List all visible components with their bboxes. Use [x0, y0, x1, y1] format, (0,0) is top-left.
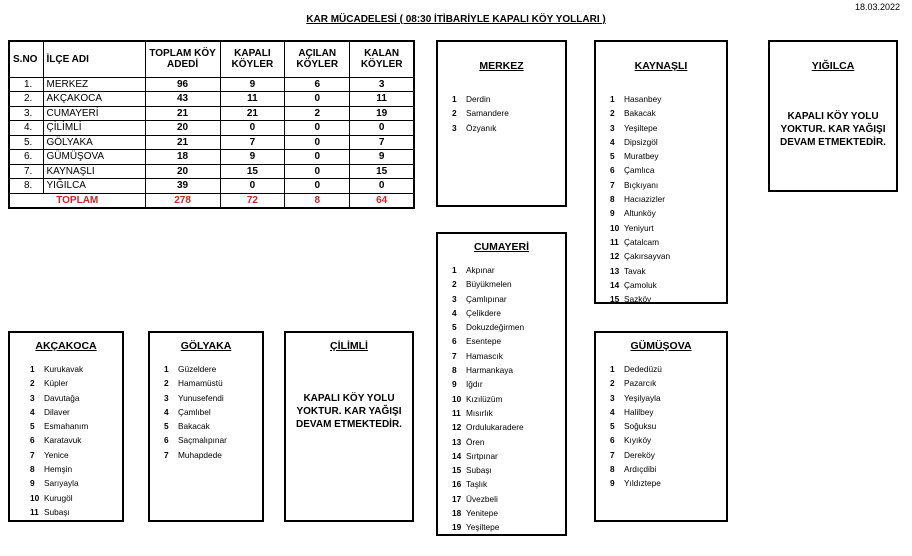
- list-item-number: 7: [610, 449, 615, 460]
- list-item: [452, 435, 565, 449]
- list-item: [164, 405, 262, 419]
- list-item: [610, 433, 726, 447]
- list-item-label: Dokuzdeğirmen: [466, 322, 525, 333]
- summary-header-row: [9, 41, 414, 77]
- list-item-label: Güzeldere: [178, 364, 217, 374]
- list-item-label: Dededüzü: [624, 364, 662, 374]
- list-item-number: 5: [164, 421, 169, 432]
- list-item-number: 6: [30, 435, 35, 446]
- list-item-number: 2: [30, 378, 35, 389]
- list-item-number: 5: [610, 151, 615, 162]
- cell-toplam: 39: [145, 179, 220, 194]
- list-item-label: Ören: [466, 436, 485, 447]
- list-item-number: 5: [452, 322, 457, 333]
- list-item-label: Muhapdede: [178, 449, 222, 460]
- list-item: [610, 278, 726, 292]
- box-title: MERKEZ: [479, 60, 524, 72]
- list-item: [30, 505, 122, 519]
- list-item: [610, 92, 726, 106]
- list-item-label: Hacıazizler: [624, 194, 666, 205]
- list-item-label: Samandere: [466, 108, 509, 119]
- box-title: KAYNAŞLI: [634, 60, 688, 72]
- list-item-number: 14: [452, 450, 462, 461]
- cell-kapali: 0: [220, 121, 284, 136]
- list-item: [452, 106, 565, 120]
- list-item-label: Subaşı: [44, 506, 70, 517]
- list-item-label: Büyükmelen: [466, 279, 512, 290]
- cell-kalan: 9: [350, 150, 414, 165]
- table-row: [9, 164, 414, 179]
- list-item: [610, 419, 726, 433]
- list-item-label: Çamlıca: [624, 165, 655, 176]
- list-item: [452, 320, 565, 334]
- header-ilce: İLÇE ADI: [43, 41, 145, 77]
- list-item: [30, 433, 122, 447]
- list-item-label: Bakacak: [178, 421, 210, 432]
- box-title: AKÇAKOCA: [35, 340, 97, 352]
- total-label: TOPLAM: [9, 193, 145, 208]
- cell-kapali: 7: [220, 135, 284, 150]
- list-item-label: Ardıçdibi: [624, 464, 657, 475]
- list-item: [452, 506, 565, 520]
- list-item-label: Yenice: [44, 449, 69, 460]
- cell-toplam: 18: [145, 150, 220, 165]
- list-item-label: Derdin: [466, 94, 491, 104]
- cell-acilan: 0: [285, 135, 350, 150]
- list-item-number: 16: [452, 479, 462, 490]
- list-item: [610, 292, 726, 306]
- list-item-number: 2: [610, 108, 615, 119]
- list-item: [452, 477, 565, 491]
- list-item: [610, 376, 726, 390]
- list-item-label: Yeşilyayla: [624, 392, 661, 403]
- cell-ilce: ÇİLİMLİ: [43, 121, 145, 136]
- list-item: [452, 349, 565, 363]
- list-item-label: Muratbey: [624, 151, 659, 162]
- cell-acilan: 0: [285, 179, 350, 194]
- list-item: [610, 221, 726, 235]
- list-item: [164, 448, 262, 462]
- total-toplam: 278: [145, 193, 220, 208]
- header-sno: S.NO: [9, 41, 43, 77]
- village-list: [596, 362, 726, 491]
- box-golyaka: [148, 331, 264, 522]
- box-title: CUMAYERİ: [473, 241, 530, 253]
- cell-toplam: 20: [145, 121, 220, 136]
- box-cilimli: [284, 331, 414, 522]
- list-item: [610, 106, 726, 120]
- list-item-number: 4: [452, 307, 457, 318]
- list-item-number: 13: [610, 265, 620, 276]
- cell-acilan: 0: [285, 150, 350, 165]
- list-item: [452, 392, 565, 406]
- table-row: [9, 106, 414, 121]
- cell-ilce: GÖLYAKA: [43, 135, 145, 150]
- list-item-number: 3: [610, 122, 615, 133]
- list-item-number: 3: [30, 392, 35, 403]
- list-item-number: 13: [452, 436, 462, 447]
- list-item-number: 15: [452, 465, 462, 476]
- list-item-label: Bakacak: [624, 108, 656, 119]
- list-item-number: 1: [164, 364, 169, 374]
- box-akcakoca: [8, 331, 124, 522]
- list-item-label: Esmahanım: [44, 421, 89, 432]
- list-item-label: Çamlıpınar: [466, 293, 507, 304]
- list-item: [452, 292, 565, 306]
- header-acilan: AÇILAN KÖYLER: [285, 41, 350, 77]
- list-item: [452, 406, 565, 420]
- list-item: [452, 420, 565, 434]
- list-item-number: 11: [452, 407, 461, 418]
- list-item-number: 11: [30, 506, 39, 517]
- list-item: [452, 277, 565, 291]
- list-item: [30, 419, 122, 433]
- list-item-number: 2: [164, 378, 169, 389]
- list-item-label: Taşlık: [466, 479, 488, 490]
- table-row: [9, 77, 414, 92]
- list-item-label: Karatavuk: [44, 435, 82, 446]
- list-item-number: 9: [30, 478, 35, 489]
- list-item: [610, 121, 726, 135]
- list-item-label: Saçmalıpınar: [178, 435, 227, 446]
- list-item-label: Yunusefendi: [178, 392, 224, 403]
- list-item-number: 9: [452, 379, 457, 390]
- list-item: [610, 249, 726, 263]
- list-item: [30, 491, 122, 505]
- list-item-number: 4: [164, 406, 169, 417]
- box-cumayeri: [436, 232, 567, 536]
- cell-acilan: 0: [285, 164, 350, 179]
- list-item-number: 8: [610, 464, 615, 475]
- cell-toplam: 20: [145, 164, 220, 179]
- list-item-number: 14: [610, 279, 620, 290]
- list-item-number: 6: [164, 435, 169, 446]
- list-item: [30, 391, 122, 405]
- list-item-number: 10: [30, 492, 40, 503]
- list-item-label: Sarıyayla: [44, 478, 79, 489]
- list-item-number: 19: [452, 522, 462, 533]
- list-item-number: 7: [452, 350, 457, 361]
- list-item: [610, 448, 726, 462]
- list-item-label: Yıldıztepe: [624, 478, 661, 489]
- cell-sno: 5.: [9, 135, 43, 150]
- list-item: [30, 476, 122, 490]
- list-item-number: 1: [452, 265, 457, 275]
- list-item: [452, 463, 565, 477]
- cell-acilan: 2: [285, 106, 350, 121]
- status-message: KAPALI KÖY YOLU YOKTUR. KAR YAĞIŞI DEVAM ETMEKTEDİR.: [296, 393, 402, 430]
- header-kalan: KALAN KÖYLER: [350, 41, 414, 77]
- list-item: [30, 376, 122, 390]
- list-item-number: 2: [610, 378, 615, 389]
- list-item: [452, 363, 565, 377]
- cell-ilce: GÜMÜŞOVA: [43, 150, 145, 165]
- cell-kalan: 19: [350, 106, 414, 121]
- list-item: [610, 192, 726, 206]
- list-item-label: Çatalcam: [624, 236, 660, 247]
- list-item: [452, 263, 565, 277]
- cell-toplam: 21: [145, 106, 220, 121]
- list-item-label: Hasanbey: [624, 94, 662, 104]
- list-item: [610, 362, 726, 376]
- total-kapali: 72: [220, 193, 284, 208]
- list-item-number: 6: [452, 336, 457, 347]
- list-item-number: 2: [452, 279, 457, 290]
- list-item-number: 10: [610, 222, 620, 233]
- table-row: [9, 150, 414, 165]
- list-item-number: 1: [30, 364, 35, 374]
- list-item-label: Özyanık: [466, 122, 497, 133]
- list-item-number: 3: [164, 392, 169, 403]
- list-item-number: 8: [610, 194, 615, 205]
- header-toplam: TOPLAM KÖY ADEDİ: [145, 41, 220, 77]
- list-item: [452, 520, 565, 534]
- cell-toplam: 96: [145, 77, 220, 92]
- total-kalan: 64: [350, 193, 414, 208]
- list-item-number: 1: [610, 364, 615, 374]
- list-item: [452, 449, 565, 463]
- village-list: [10, 362, 122, 519]
- list-item-label: Yenitepe: [466, 508, 498, 519]
- box-title: YIĞILCA: [811, 60, 855, 72]
- header-kapali: KAPALI KÖYLER: [220, 41, 284, 77]
- village-list: [438, 263, 565, 535]
- box-kaynasli: [594, 40, 728, 304]
- list-item-label: Çamoluk: [624, 279, 657, 290]
- cell-kapali: 9: [220, 150, 284, 165]
- list-item-number: 6: [610, 435, 615, 446]
- cell-toplam: 43: [145, 92, 220, 107]
- list-item-number: 12: [452, 422, 462, 433]
- list-item-label: Kıyıköy: [624, 435, 652, 446]
- list-item-number: 7: [30, 449, 35, 460]
- cell-kalan: 0: [350, 179, 414, 194]
- list-item: [610, 476, 726, 490]
- list-item-label: Yeşiltepe: [466, 522, 500, 533]
- list-item-number: 3: [610, 392, 615, 403]
- cell-kapali: 15: [220, 164, 284, 179]
- list-item: [164, 419, 262, 433]
- list-item-label: Halilbey: [624, 406, 654, 417]
- list-item-label: Yeniyurt: [624, 222, 654, 233]
- cell-acilan: 0: [285, 121, 350, 136]
- list-item: [164, 362, 262, 376]
- list-item: [610, 235, 726, 249]
- list-item-number: 1: [610, 94, 615, 104]
- list-item-number: 6: [610, 165, 615, 176]
- list-item-label: Hemşin: [44, 464, 73, 475]
- box-merkez: [436, 40, 567, 207]
- list-item-number: 3: [452, 122, 457, 133]
- cell-sno: 3.: [9, 106, 43, 121]
- list-item-label: Subaşı: [466, 465, 492, 476]
- list-item-label: Bıçkıyanı: [624, 179, 659, 190]
- list-item-number: 12: [610, 251, 620, 262]
- cell-kalan: 11: [350, 92, 414, 107]
- list-item: [164, 433, 262, 447]
- list-item-label: Üvezbeli: [466, 493, 498, 504]
- list-item: [610, 391, 726, 405]
- list-item-number: 1: [452, 94, 457, 104]
- list-item-label: Dilaver: [44, 406, 70, 417]
- list-item-label: Esentepe: [466, 336, 502, 347]
- list-item-label: Kurukavak: [44, 364, 84, 374]
- list-item: [30, 462, 122, 476]
- box-title: ÇİLİMLİ: [330, 340, 368, 352]
- table-row: [9, 179, 414, 194]
- list-item: [164, 391, 262, 405]
- list-item-number: 7: [164, 449, 169, 460]
- cell-ilce: MERKEZ: [43, 77, 145, 92]
- list-item: [30, 448, 122, 462]
- list-item-number: 8: [30, 464, 35, 475]
- village-list: [438, 92, 565, 135]
- list-item-number: 9: [610, 208, 615, 219]
- list-item: [610, 405, 726, 419]
- cell-ilce: AKÇAKOCA: [43, 92, 145, 107]
- cell-kalan: 3: [350, 77, 414, 92]
- report-title: KAR MÜCADELESİ ( 08:30 İTİBARİYLE KAPALI KÖY YOLLARI ): [306, 14, 606, 25]
- cell-sno: 7.: [9, 164, 43, 179]
- list-item: [452, 377, 565, 391]
- list-item-label: Çelikdere: [466, 307, 502, 318]
- list-item-number: 10: [452, 393, 462, 404]
- list-item-label: Kurugöl: [44, 492, 73, 503]
- list-item-number: 11: [610, 236, 619, 247]
- list-item-label: Çakırsayvan: [624, 251, 671, 262]
- cell-ilce: CUMAYERİ: [43, 106, 145, 121]
- cell-ilce: YIĞILCA: [43, 179, 145, 194]
- cell-sno: 8.: [9, 179, 43, 194]
- list-item-number: 18: [452, 508, 462, 519]
- list-item: [452, 306, 565, 320]
- list-item-number: 4: [30, 406, 35, 417]
- list-item-number: 9: [610, 478, 615, 489]
- list-item: [610, 149, 726, 163]
- list-item: [610, 178, 726, 192]
- list-item-label: Tavak: [624, 265, 646, 276]
- list-item: [452, 334, 565, 348]
- list-item-number: 5: [610, 421, 615, 432]
- list-item-label: Dereköy: [624, 449, 655, 460]
- list-item-label: Harmankaya: [466, 365, 514, 376]
- list-item-label: Hamamüstü: [178, 378, 223, 389]
- list-item-number: 7: [610, 179, 615, 190]
- list-item-number: 3: [452, 293, 457, 304]
- table-row: [9, 121, 414, 136]
- table-row: [9, 135, 414, 150]
- list-item-label: Küpler: [44, 378, 68, 389]
- box-title: GÜMÜŞOVA: [630, 340, 692, 352]
- list-item-number: 17: [452, 493, 462, 504]
- list-item-number: 5: [30, 421, 35, 432]
- list-item-label: Çamlıbel: [178, 406, 211, 417]
- table-row: [9, 92, 414, 107]
- box-gumusova: [594, 331, 728, 522]
- list-item-label: Dipsizgöl: [624, 136, 658, 147]
- list-item: [452, 492, 565, 506]
- box-title: GÖLYAKA: [180, 340, 232, 352]
- list-item: [164, 376, 262, 390]
- list-item-number: 4: [610, 406, 615, 417]
- list-item-label: Altunköy: [624, 208, 656, 219]
- list-item-number: 8: [452, 365, 457, 376]
- report-date: 18.03.2022: [854, 2, 900, 12]
- list-item-label: Akpınar: [466, 265, 495, 275]
- cell-sno: 1.: [9, 77, 43, 92]
- list-item-label: Kızılüzüm: [466, 393, 503, 404]
- box-yigilca: [768, 40, 898, 192]
- list-item-label: Ordulukaradere: [466, 422, 524, 433]
- list-item: [610, 163, 726, 177]
- status-message: KAPALI KÖY YOLU YOKTUR. KAR YAĞIŞI DEVAM ETMEKTEDİR.: [780, 111, 886, 148]
- list-item-label: Sırtpınar: [466, 450, 498, 461]
- cell-acilan: 0: [285, 92, 350, 107]
- cell-sno: 6.: [9, 150, 43, 165]
- list-item: [452, 121, 565, 135]
- cell-kapali: 0: [220, 179, 284, 194]
- cell-sno: 2.: [9, 92, 43, 107]
- list-item-label: Pazarcık: [624, 378, 657, 389]
- list-item-label: Sazköy: [624, 294, 652, 305]
- village-list: [150, 362, 262, 462]
- list-item-label: Iğdır: [466, 379, 483, 390]
- list-item-number: 15: [610, 294, 620, 305]
- cell-sno: 4.: [9, 121, 43, 136]
- cell-kalan: 0: [350, 121, 414, 136]
- list-item: [30, 362, 122, 376]
- cell-kapali: 21: [220, 106, 284, 121]
- village-list: [596, 92, 726, 306]
- list-item-label: Davutağa: [44, 392, 80, 403]
- list-item: [610, 264, 726, 278]
- total-acilan: 8: [285, 193, 350, 208]
- cell-kalan: 15: [350, 164, 414, 179]
- total-row: [9, 193, 414, 208]
- cell-kapali: 11: [220, 92, 284, 107]
- list-item-label: Hamascık: [466, 350, 503, 361]
- list-item: [610, 462, 726, 476]
- cell-toplam: 21: [145, 135, 220, 150]
- list-item: [452, 92, 565, 106]
- cell-kalan: 7: [350, 135, 414, 150]
- list-item: [610, 135, 726, 149]
- list-item-label: Mısırlık: [466, 407, 493, 418]
- summary-body: [9, 77, 414, 193]
- list-item-label: Soğuksu: [624, 421, 657, 432]
- cell-kapali: 9: [220, 77, 284, 92]
- list-item: [610, 206, 726, 220]
- list-item-label: Yeşiltepe: [624, 122, 658, 133]
- cell-ilce: KAYNAŞLI: [43, 164, 145, 179]
- summary-table: [8, 40, 415, 209]
- list-item-number: 2: [452, 108, 457, 119]
- list-item-number: 4: [610, 136, 615, 147]
- cell-acilan: 6: [285, 77, 350, 92]
- list-item: [30, 405, 122, 419]
